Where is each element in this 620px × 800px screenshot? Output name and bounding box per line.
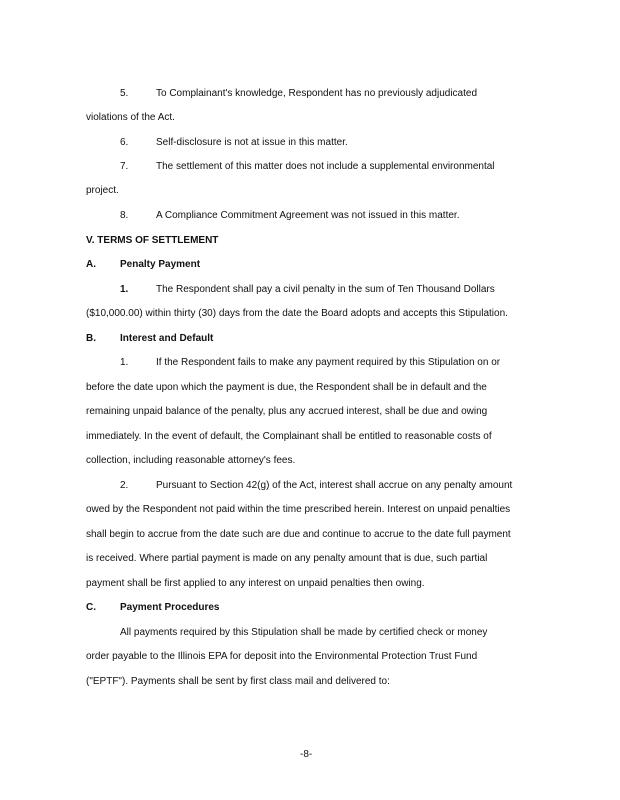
paragraph-line: payment shall be first applied to any interest on unpaid penalties then owing.	[86, 578, 425, 589]
item-text-line: The settlement of this matter does not include a supplemental environmental	[156, 161, 495, 172]
paragraph-line: immediately. In the event of default, the Complainant shall be entitled to reasonable costs of	[86, 431, 492, 442]
item-number: 5.	[120, 88, 129, 99]
section-heading: V. TERMS OF SETTLEMENT	[86, 235, 219, 246]
paragraph-line: before the date upon which the payment is due, the Respondent shall be in default and the	[86, 382, 487, 393]
item-number: 8.	[120, 210, 129, 221]
item-text-line: Self-disclosure is not at issue in this matter.	[156, 137, 348, 148]
item-text-line: project.	[86, 185, 119, 196]
item-number: 7.	[120, 161, 129, 172]
paragraph-line: collection, including reasonable attorney's fees.	[86, 455, 296, 466]
item-number: 6.	[120, 137, 129, 148]
paragraph-line: remaining unpaid balance of the penalty, plus any accrued interest, shall be due and owing	[86, 406, 488, 417]
paragraph-line: shall begin to accrue from the date such are due and continue to accrue to the date full payment	[86, 529, 511, 540]
page-number: -8-	[300, 749, 313, 760]
subsection-title: Penalty Payment	[120, 259, 201, 270]
paragraph-number: 1.	[120, 284, 129, 295]
paragraph-line: ("EPTF"). Payments shall be sent by first class mail and delivered to:	[86, 676, 390, 687]
subsection-title: Interest and Default	[120, 333, 214, 344]
subsection-letter: B.	[86, 333, 96, 344]
paragraph-line: If the Respondent fails to make any payment required by this Stipulation on or	[156, 357, 501, 368]
subsection-letter: A.	[86, 259, 96, 270]
paragraph-line: Pursuant to Section 42(g) of the Act, interest shall accrue on any penalty amount	[156, 480, 513, 491]
paragraph-line: owed by the Respondent not paid within the time prescribed herein. Interest on unpaid penalties	[86, 504, 511, 515]
paragraph-number: 2.	[120, 480, 129, 491]
paragraph-line: ($10,000.00) within thirty (30) days from the date the Board adopts and accepts this Stipulation.	[86, 308, 508, 319]
paragraph-line: is received. Where partial payment is made on any penalty amount that is due, such partial	[86, 553, 488, 564]
item-text-line: A Compliance Commitment Agreement was not issued in this matter.	[156, 210, 460, 221]
item-text-line: To Complainant's knowledge, Respondent has no previously adjudicated	[156, 88, 478, 99]
paragraph-line: The Respondent shall pay a civil penalty in the sum of Ten Thousand Dollars	[156, 284, 495, 295]
subsection-letter: C.	[86, 602, 96, 613]
subsection-title: Payment Procedures	[120, 602, 220, 613]
paragraph-line: All payments required by this Stipulation shall be made by certified check or money	[120, 627, 488, 638]
paragraph-number: 1.	[120, 357, 129, 368]
paragraph-line: order payable to the Illinois EPA for deposit into the Environmental Protection Trust Fund	[86, 651, 478, 662]
item-text-line: violations of the Act.	[86, 112, 175, 123]
